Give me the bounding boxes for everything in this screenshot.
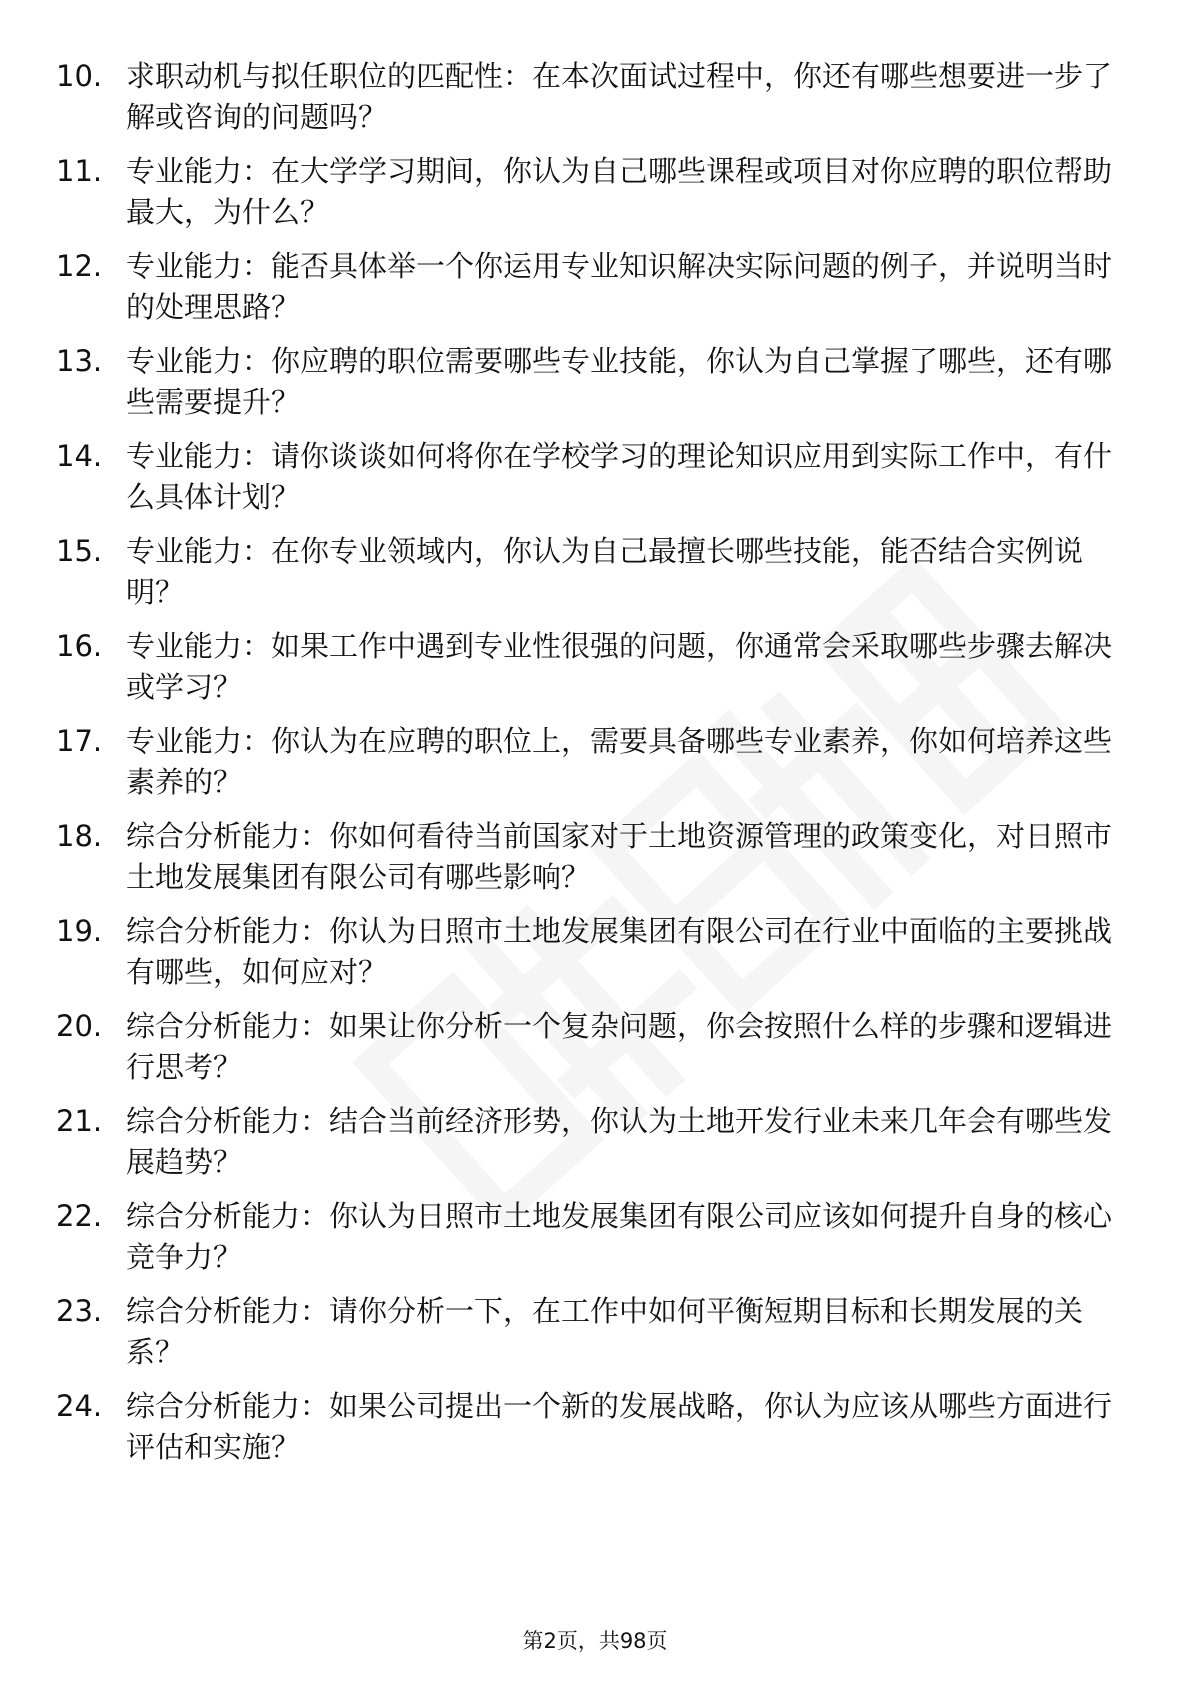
question-number: 23. — [56, 1294, 103, 1328]
question-text: 专业能力：在大学学习期间，你认为自己哪些课程或项目对你应聘的职位帮助最大，为什么？ — [126, 154, 1113, 229]
question-number: 11. — [56, 154, 103, 188]
list-item — [56, 626, 1116, 708]
question-text: 综合分析能力：你认为日照市土地发展集团有限公司应该如何提升自身的核心竞争力？ — [126, 1199, 1113, 1274]
question-text: 专业能力：能否具体举一个你运用专业知识解决实际问题的例子，并说明当时的处理思路？ — [126, 249, 1113, 324]
list-item — [56, 56, 1116, 138]
question-text: 综合分析能力：你认为日照市土地发展集团有限公司在行业中面临的主要挑战有哪些，如何应对？ — [126, 914, 1113, 989]
question-text: 综合分析能力：你如何看待当前国家对于土地资源管理的政策变化，对日照市土地发展集团有限公司有哪些影响？ — [126, 819, 1113, 894]
question-number: 21. — [56, 1104, 103, 1138]
list-item — [56, 1386, 1116, 1468]
list-item — [56, 1006, 1116, 1088]
list-item — [56, 1101, 1116, 1183]
question-text: 求职动机与拟任职位的匹配性：在本次面试过程中，你还有哪些想要进一步了解或咨询的问题吗？ — [126, 59, 1113, 134]
question-text: 综合分析能力：结合当前经济形势，你认为土地开发行业未来几年会有哪些发展趋势？ — [126, 1104, 1113, 1179]
list-item — [56, 151, 1116, 233]
question-text: 专业能力：你认为在应聘的职位上，需要具备哪些专业素养，你如何培养这些素养的？ — [126, 724, 1113, 799]
question-list — [56, 56, 1116, 1481]
page-number: 第2页，共98页 — [522, 1629, 668, 1653]
list-item — [56, 1196, 1116, 1278]
question-number: 12. — [56, 249, 103, 283]
question-text: 综合分析能力：如果公司提出一个新的发展战略，你认为应该从哪些方面进行评估和实施？ — [126, 1389, 1113, 1464]
question-number: 20. — [56, 1009, 103, 1043]
question-number: 10. — [56, 59, 103, 93]
list-item — [56, 816, 1116, 898]
question-number: 19. — [56, 914, 103, 948]
question-text: 综合分析能力：请你分析一下，在工作中如何平衡短期目标和长期发展的关系？ — [126, 1294, 1084, 1369]
list-item — [56, 911, 1116, 993]
question-text: 专业能力：在你专业领域内，你认为自己最擅长哪些技能，能否结合实例说明？ — [126, 534, 1084, 609]
question-number: 18. — [56, 819, 103, 853]
question-number: 14. — [56, 439, 103, 473]
question-text: 专业能力：如果工作中遇到专业性很强的问题，你通常会采取哪些步骤去解决或学习？ — [126, 629, 1113, 704]
list-item — [56, 246, 1116, 328]
question-text: 综合分析能力：如果让你分析一个复杂问题，你会按照什么样的步骤和逻辑进行思考？ — [126, 1009, 1113, 1084]
question-number: 15. — [56, 534, 103, 568]
list-item — [56, 341, 1116, 423]
list-item — [56, 531, 1116, 613]
list-item — [56, 436, 1116, 518]
list-item — [56, 721, 1116, 803]
question-number: 16. — [56, 629, 103, 663]
question-text: 专业能力：你应聘的职位需要哪些专业技能，你认为自己掌握了哪些，还有哪些需要提升？ — [126, 344, 1113, 419]
question-number: 24. — [56, 1389, 103, 1423]
question-number: 17. — [56, 724, 103, 758]
question-number: 13. — [56, 344, 103, 378]
question-text: 专业能力：请你谈谈如何将你在学校学习的理论知识应用到实际工作中，有什么具体计划？ — [126, 439, 1113, 514]
question-number: 22. — [56, 1199, 103, 1233]
list-item — [56, 1291, 1116, 1373]
